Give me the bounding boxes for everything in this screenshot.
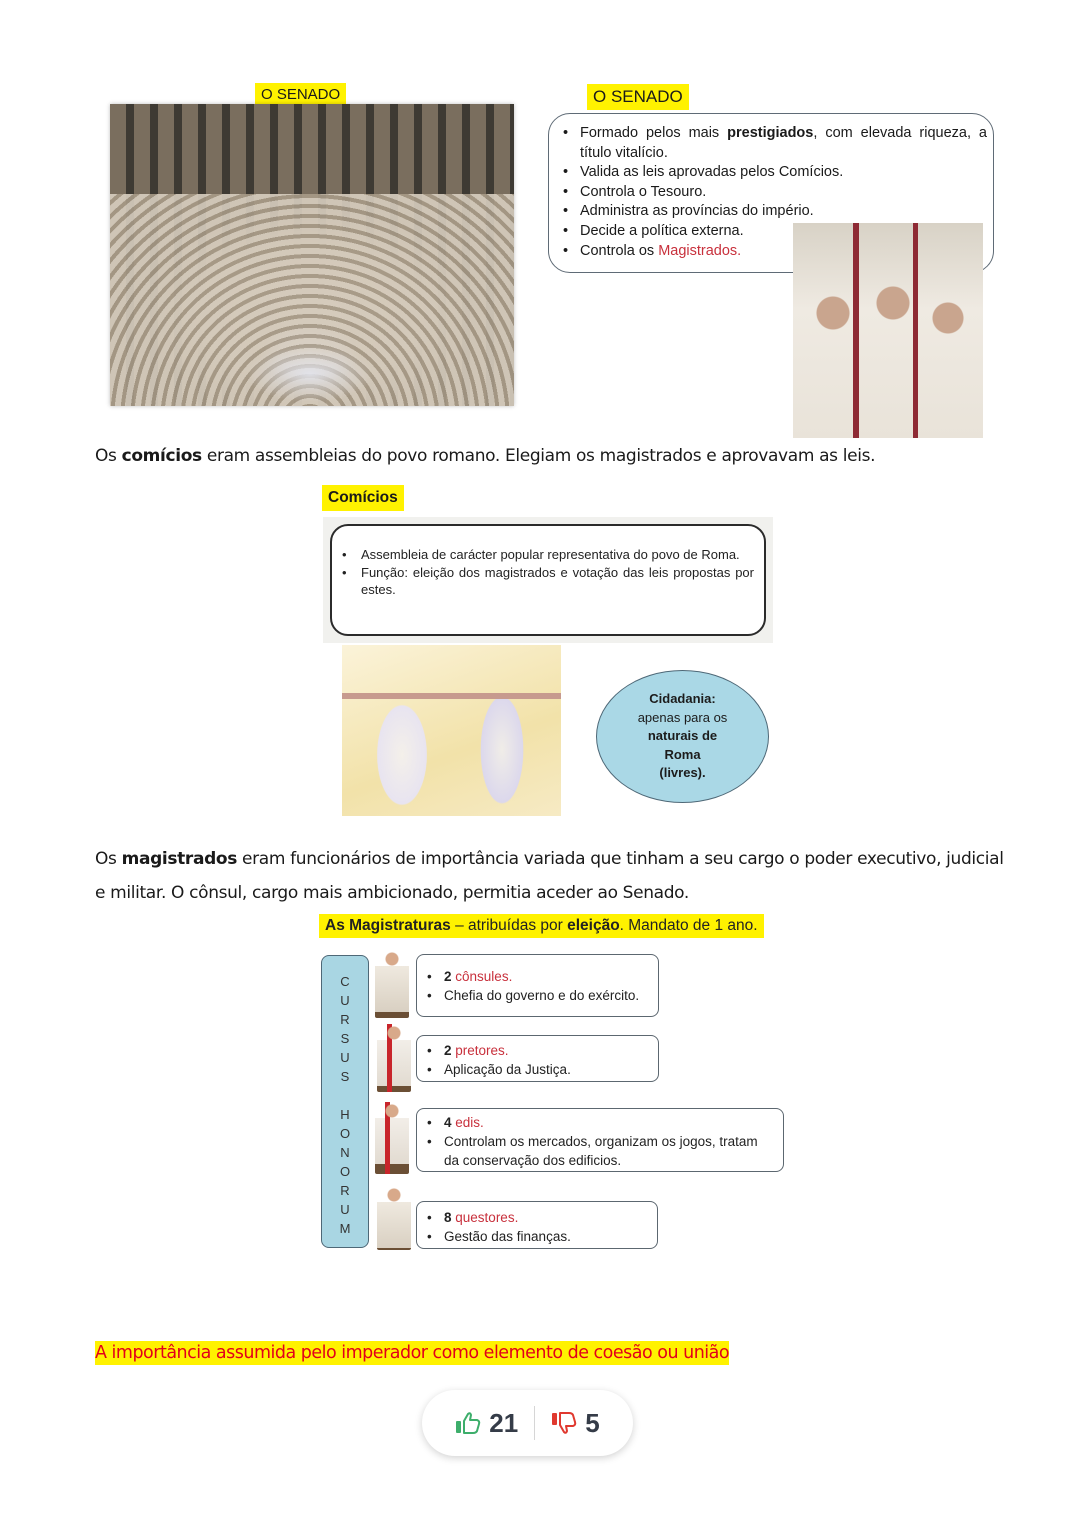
magistraturas-title: As Magistraturas – atribuídas por eleição. Mandato de 1 ano. [319, 914, 764, 938]
thumbs-down-icon [551, 1411, 577, 1435]
comicios-item: • Função: eleição dos magistrados e votação das leis propostas por estes. [342, 564, 754, 599]
senate-chamber-image [110, 104, 514, 406]
comicios-list [342, 546, 754, 599]
comicios-paragraph: Os comícios eram assembleias do povo romano. Elegiam os magistrados e aprovavam as leis. [95, 446, 876, 466]
downvote-button[interactable] [535, 1408, 615, 1439]
office-box-edis: • 4 edis. • Controlam os mercados, organizam os jogos, tratam da conservação dos edificios. [416, 1108, 784, 1172]
senators-applauding-image [793, 223, 983, 438]
thumbs-up-icon [455, 1411, 481, 1435]
senate-item: • Formado pelos mais prestigiados, com elevada riqueza, a título vitalício. [562, 124, 987, 163]
vote-widget [422, 1390, 633, 1456]
senate-item: • Controla os Magistrados. [562, 242, 987, 262]
aedile-figure-icon [375, 1102, 409, 1174]
section-heading: A importância assumida pelo imperador como elemento de coesão ou união [95, 1343, 730, 1363]
cursus-honorum-column: C U R S U S H O N O R U M [321, 955, 369, 1248]
senate-photo-label: O SENADO [255, 83, 346, 107]
senate-item: • Administra as províncias do império. [562, 202, 987, 222]
quaestor-figure-icon [377, 1186, 411, 1250]
upvote-count: 21 [489, 1407, 519, 1438]
consul-figure-icon [375, 950, 409, 1018]
office-box-pretores: • 2 pretores. • Aplicação da Justiça. [416, 1035, 659, 1082]
office-box-consules: • 2 cônsules. • Chefia do governo e do exército. [416, 954, 659, 1017]
senate-item: • Valida as leis aprovadas pelos Comícios. [562, 163, 987, 183]
citizenship-title: Cidadania: [649, 691, 716, 707]
downvote-count: 5 [585, 1407, 600, 1438]
comicios-item: • Assembleia de carácter popular representativa do povo de Roma. [342, 546, 754, 564]
comicios-label: Comícios [322, 485, 404, 511]
magistrados-paragraph: Os magistrados eram funcionários de importância variada que tinham a seu cargo o poder executivo, judicial e militar. O cônsul, cargo mais ambicionado, permitia aceder ao Senado. [95, 849, 1004, 903]
citizenship-ellipse: Cidadania: apenas para os naturais de Roma (livres). [596, 670, 769, 803]
roman-citizens-illustration [342, 645, 561, 816]
praetor-figure-icon [377, 1024, 411, 1092]
office-box-questores: • 8 questores. • Gestão das finanças. [416, 1201, 658, 1249]
senate-box-label: O SENADO [587, 84, 689, 110]
upvote-button[interactable] [439, 1408, 534, 1439]
senate-item: • Controla o Tesouro. [562, 183, 987, 203]
senate-crowd-graphic [110, 194, 514, 406]
senate-item: • Decide a política externa. [562, 222, 987, 242]
